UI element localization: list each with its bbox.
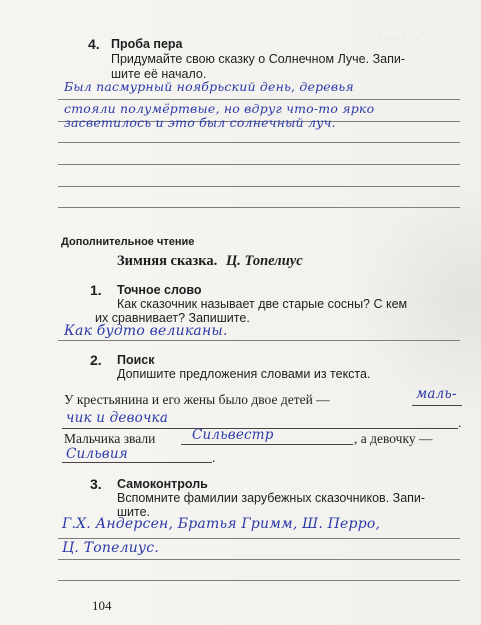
task-instruction: Допишите предложения словами из текста.	[117, 367, 371, 381]
sentence-text: У крестьянина и его жены было двое детей —	[64, 392, 330, 407]
handwritten-answer: Сильвия	[66, 446, 128, 462]
handwritten-answer: стояли полумёртвые, но вдруг что-то ярко	[64, 101, 375, 116]
task-title: Точное слово	[117, 283, 202, 297]
writing-line	[58, 164, 460, 165]
handwritten-answer: Сильвестр	[192, 427, 274, 443]
sentence-text: , а девочку —	[354, 431, 433, 446]
handwritten-answer: Г.Х. Андерсен, Братья Гримм, Ш. Перро,	[62, 516, 381, 532]
task-number: 1.	[90, 282, 102, 298]
bleed-through-text: · · ·	[420, 248, 436, 259]
writing-line	[58, 207, 460, 208]
bleed-through-text: · · · · · · · ·	[372, 34, 419, 45]
task-instruction: Вспомните фамилии зарубежных сказочников. Запи-	[117, 491, 426, 505]
writing-line	[58, 99, 460, 100]
task-number: 4.	[88, 36, 100, 52]
fill-line	[62, 462, 212, 463]
handwritten-answer: Ц. Топелиус.	[62, 540, 159, 556]
handwritten-answer: Как будто великаны.	[64, 323, 228, 339]
task-instruction: шите.	[117, 505, 151, 519]
writing-line	[58, 142, 460, 143]
writing-line	[58, 559, 460, 560]
page-number: 104	[92, 598, 112, 613]
sentence-text: Мальчика звали	[64, 431, 156, 446]
writing-line	[58, 538, 460, 539]
handwritten-answer: засветилось и это был солнечный луч.	[64, 115, 336, 130]
handwritten-answer: маль-	[416, 386, 457, 402]
fill-line	[412, 405, 462, 406]
handwritten-answer: чик и девочка	[66, 410, 169, 426]
task-title: Поиск	[117, 353, 155, 367]
story-author: Ц. Топелиус	[226, 253, 303, 269]
punctuation: .	[212, 450, 216, 465]
task-number: 3.	[90, 476, 102, 492]
story-title: Зимняя сказка.	[117, 253, 218, 269]
task-title: Самоконтроль	[117, 477, 208, 491]
task-title: Проба пера	[111, 37, 183, 51]
writing-line	[58, 186, 460, 187]
handwritten-answer: Был пасмурный ноябрьский день, деревья	[64, 79, 354, 94]
task-instruction: их сравнивает? Запишите.	[95, 311, 250, 325]
writing-line	[58, 340, 460, 341]
section-heading: Дополнительное чтение	[61, 236, 195, 248]
punctuation: .	[458, 415, 462, 430]
task-instruction: Придумайте свою сказку о Солнечном Луче. Запи-	[111, 52, 405, 66]
fill-line	[181, 444, 353, 445]
writing-line	[58, 580, 460, 581]
task-instruction: Как сказочник называет две старые сосны? С кем	[117, 297, 408, 311]
task-number: 2.	[90, 352, 102, 368]
task-instruction: шите её начало.	[111, 67, 207, 81]
